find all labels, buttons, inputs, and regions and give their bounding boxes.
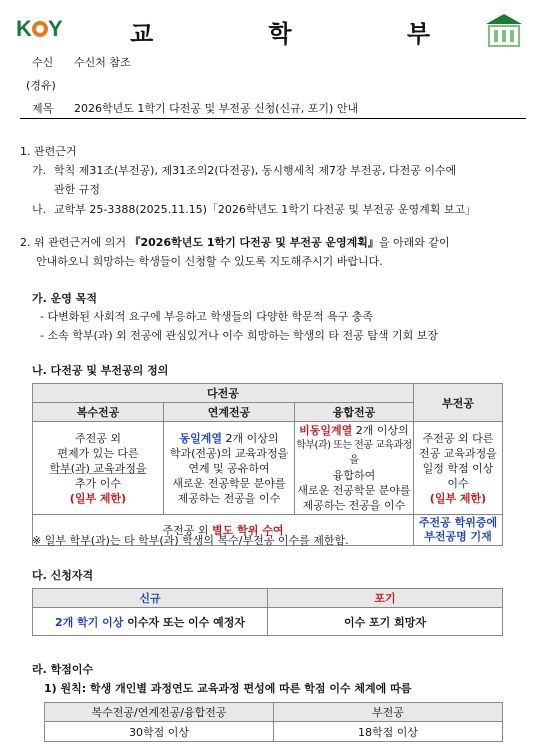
minor-line-3: 일정 학점 이상: [422, 461, 494, 475]
minor-degree-line-2: 부전공명 기재: [424, 530, 492, 543]
minor-line-4: 이수: [447, 476, 469, 490]
minor-degree-line-1: 주전공 학위증에: [418, 516, 498, 529]
new-semesters: 2개 학기 이상: [54, 615, 124, 629]
svg-text:K: K: [16, 16, 32, 41]
department-logo-icon: [484, 12, 524, 50]
recipient-value: 수신처 참조: [74, 56, 131, 69]
via-label: (경유): [26, 79, 56, 92]
th-minor: 부전공: [414, 384, 503, 422]
section1-item-ga-prefix: 가.: [32, 164, 47, 177]
title-char-1: 교: [130, 20, 154, 48]
recipient-label: 수신: [32, 56, 54, 69]
subject-label: 제목: [32, 102, 54, 115]
double-line-3: 학부(과) 교육과정을: [49, 461, 147, 475]
cell-minor: [414, 422, 503, 515]
ga-bullet-1: - 다변화된 사회적 요구에 부응하고 학생들의 다양한 학문적 욕구 충족: [40, 310, 373, 323]
section1-item-na-prefix: 나.: [32, 203, 47, 216]
double-line-1: 주전공 외: [74, 431, 121, 445]
linked-line-5: 제공하는 전공을 이수: [177, 491, 281, 505]
minor-restriction: (일부 제한): [429, 491, 487, 505]
document-title: [130, 14, 430, 46]
svg-text:Y: Y: [48, 16, 63, 41]
minor-line-1: 주전공 외 다른: [422, 431, 494, 445]
th-multi-major: 다전공: [33, 384, 414, 403]
th-new: 신규: [33, 589, 268, 608]
cell-new: [33, 608, 268, 636]
section2-line1-post: 을 아래와 같이: [378, 236, 450, 249]
fusion-line-5: 제공하는 전공을 이수: [302, 499, 406, 512]
separate-degree: 별도 학위 수여: [212, 524, 284, 537]
double-line-4: 추가 이수: [74, 476, 121, 490]
fusion-diff-field: 비동일계열: [299, 424, 353, 437]
linked-line-2: 학과(전공)의 교육과정을: [169, 446, 289, 460]
university-logo: [16, 12, 64, 48]
new-rest: 이수자 또는 이수 예정자: [123, 615, 246, 629]
linked-same-field: 동일계열: [179, 431, 222, 445]
fusion-line-2: 학부(과) 또는 전공 교육과정을: [296, 440, 412, 466]
major-definition-table: [32, 383, 503, 546]
ga-heading: 가. 운영 목적: [32, 292, 97, 305]
section1-heading: 1. 관련근거: [20, 145, 77, 158]
ga-bullet-2: - 소속 학부(과) 외 전공에 관심있거나 이수 희망하는 학생의 타 전공 탐색 기회 보장: [40, 329, 439, 342]
header-divider: [20, 118, 526, 119]
th-minor-credits: 부전공: [274, 703, 503, 722]
section2-plan-title: 『2026학년도 1학기 다전공 및 부전공 운영계획』: [129, 236, 379, 249]
minor-line-2: 전공 교육과정을: [419, 446, 497, 460]
section2-line1: [20, 234, 450, 250]
cell-double-major: [33, 422, 164, 515]
double-line-2: 편제가 있는 다른: [57, 446, 139, 460]
credit-table: [44, 702, 503, 742]
double-restriction: (일부 제한): [69, 491, 127, 505]
cell-fusion-major: [295, 422, 414, 515]
cell-minor-degree: [414, 515, 503, 546]
section1-item-na: 교학부 25-3388(2025.11.15)「2026학년도 1학기 다전공 및 부전공 운영계획 보고」: [54, 203, 477, 216]
da-heading: 다. 신청자격: [32, 569, 94, 582]
fusion-line-1-rest: 2개 이상의: [352, 424, 409, 437]
minor-credits-value: 18학점 이상: [274, 722, 503, 742]
th-double-major: 복수전공: [33, 403, 164, 422]
cell-quit: 이수 포기 희망자: [268, 608, 503, 636]
th-major-credits: 복수전공/연계전공/융합전공: [45, 703, 274, 722]
major-credits-value: 30학점 이상: [45, 722, 274, 742]
fusion-line-4: 새로운 전공학문 분야를: [297, 484, 411, 497]
ra-heading: 라. 학점이수: [32, 663, 94, 676]
section1-item-ga-cont: 관한 규정: [54, 183, 101, 196]
na-heading: 나. 다전공 및 부전공의 정의: [32, 364, 169, 377]
section1-item-ga: 학칙 제31조(부전공), 제31조의2(다전공), 동시행세칙 제7장 부전공, 다전공 이수에: [54, 164, 457, 177]
na-note: ※ 일부 학부(과)는 타 학부(과) 학생의 복수/부전공 이수를 제한함.: [32, 534, 349, 547]
ra-principle: 1) 원칙: 학생 개인별 과정연도 교육과정 편성에 따른 학점 이수 체계에 따름: [44, 682, 412, 695]
linked-line-4: 새로운 전공학문 분야를: [172, 476, 286, 490]
subject-value: 2026학년도 1학기 다전공 및 부전공 신청(신규, 포기) 안내: [74, 102, 359, 115]
multi-degree-pre: 주전공 외: [162, 524, 213, 537]
title-char-2: 학: [268, 20, 292, 48]
th-fusion-major: 융합전공: [295, 403, 414, 422]
section2-line2: 안내하오니 희망하는 학생들이 신청할 수 있도록 지도해주시기 바랍니다.: [36, 255, 383, 268]
fusion-line-3: 융합하여: [332, 469, 376, 482]
linked-line-1-rest: 2개 이상의: [222, 431, 279, 445]
section2-line1-pre: 2. 위 관련근거에 의거: [20, 236, 130, 249]
title-char-3: 부: [406, 20, 430, 48]
th-linked-major: 연계전공: [164, 403, 295, 422]
th-quit: 포기: [268, 589, 503, 608]
cell-linked-major: [164, 422, 295, 515]
eligibility-table: [32, 588, 503, 636]
linked-line-3: 연계 및 공유하여: [188, 461, 270, 475]
